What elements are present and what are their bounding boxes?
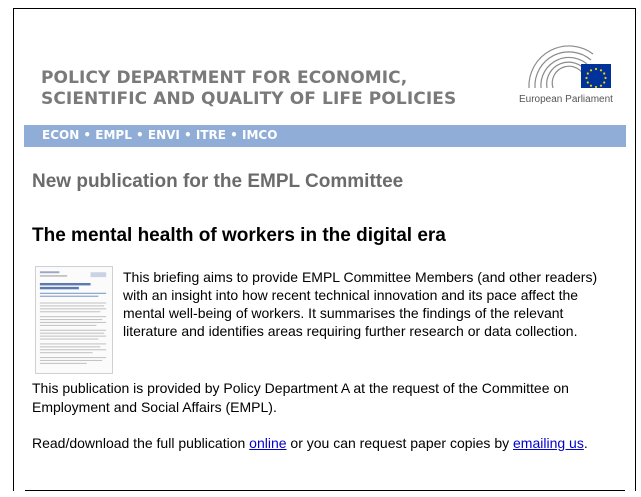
department-heading — [41, 68, 456, 110]
department-line-1: POLICY DEPARTMENT FOR ECONOMIC, — [41, 68, 408, 88]
publication-title: The mental health of workers in the digital era — [32, 225, 446, 246]
committee-bar — [24, 125, 626, 147]
download-text — [32, 434, 632, 453]
eu-flag-icon — [581, 64, 611, 88]
bottom-divider — [25, 490, 625, 491]
provided-by-text: This publication is provided by Policy Department A at the request of the Committee on Employment and Social Affairs (EMPL). — [32, 380, 569, 415]
email-link[interactable]: emailing us — [513, 435, 584, 451]
publication-cover-thumbnail[interactable] — [35, 266, 113, 374]
committee-list: ECON • EMPL • ENVI • ITRE • IMCO — [42, 128, 278, 142]
download-middle: or you can request paper copies by — [286, 435, 513, 451]
download-prefix: Read/download the full publication — [32, 435, 250, 451]
online-link[interactable]: online — [249, 435, 287, 451]
logo-caption: European Parliament — [519, 94, 613, 105]
publication-summary: This briefing aims to provide EMPL Committee Members (and other readers) with an insight into how recent technical innovation and its pace affect the mental well-being of workers. It summarises the findings of the relevant literature and identifies areas requiring further research or data collection. — [123, 269, 598, 339]
subheading: New publication for the EMPL Committee — [32, 171, 404, 192]
department-line-2: SCIENTIFIC AND QUALITY OF LIFE POLICIES — [41, 89, 457, 109]
download-suffix: . — [583, 435, 588, 451]
